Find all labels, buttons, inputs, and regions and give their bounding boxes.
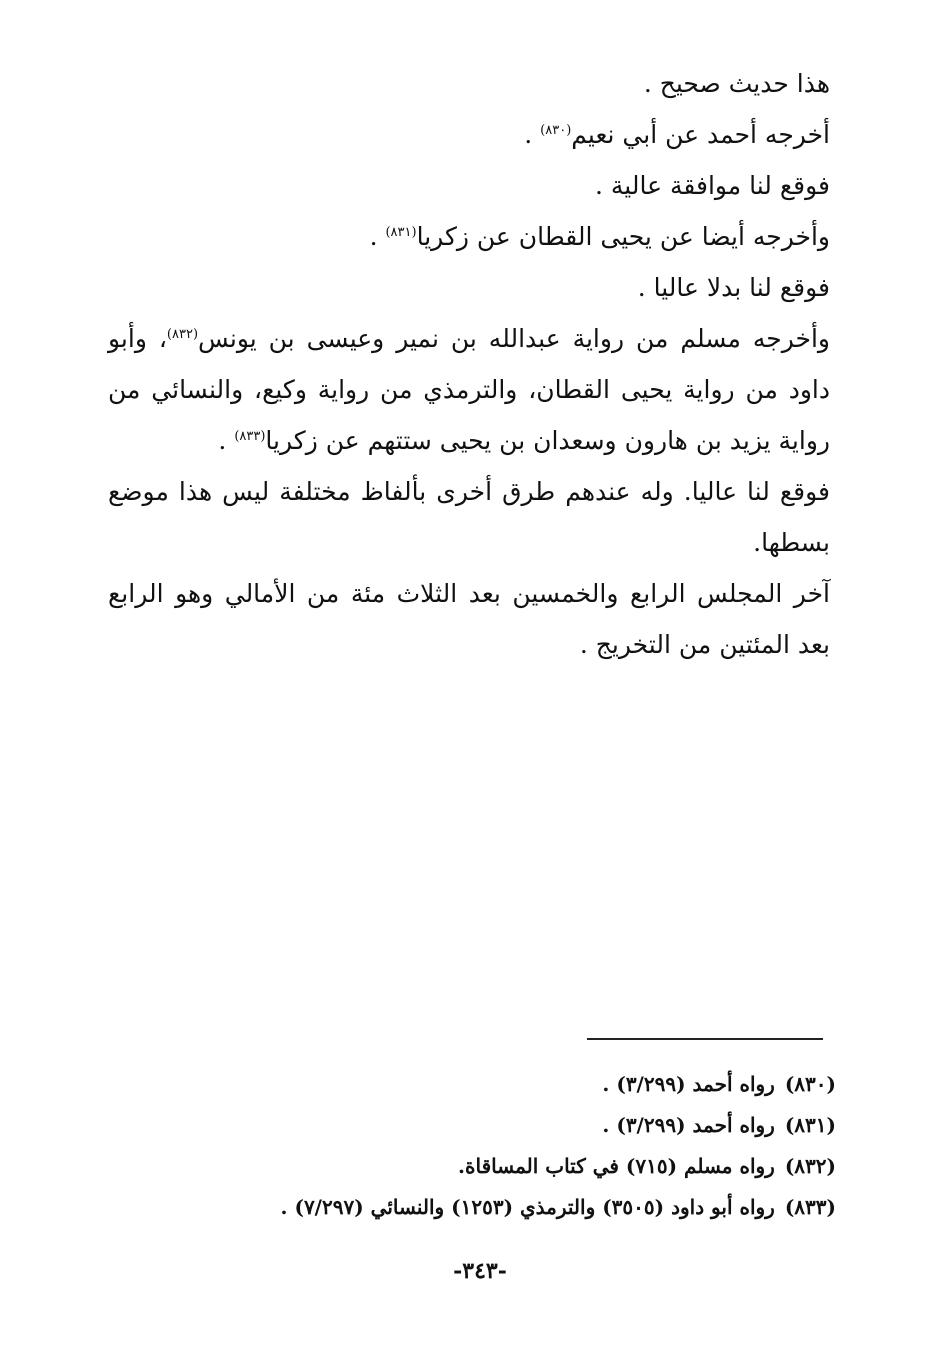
paragraph-text: فوقع لنا عاليا. وله عندهم طرق أخرى بألفاظ مختلفة ليس هذا موضع بسطها.	[108, 477, 830, 557]
paragraph-text: أخرجه أحمد عن أبي نعيم	[571, 120, 830, 149]
paragraph-text: فوقع لنا بدلا عاليا .	[637, 273, 830, 302]
footnote-number: (٨٣٢)	[784, 1154, 836, 1178]
footnote-separator	[587, 1038, 823, 1040]
paragraph-text: هذا حديث صحيح .	[643, 69, 830, 98]
footnote-830	[240, 1064, 836, 1105]
paragraph-3	[108, 160, 830, 211]
footnote-831	[240, 1105, 836, 1146]
footnote-number: (٨٣٠)	[784, 1072, 836, 1096]
main-text	[108, 58, 830, 670]
footnote-text: رواه أحمد (٣/٢٩٩) .	[602, 1113, 775, 1137]
paragraph-8	[108, 568, 830, 670]
footnotes	[240, 1064, 836, 1228]
paragraph-4	[108, 211, 830, 262]
footnote-reference: (٨٣١)	[385, 225, 417, 240]
footnote-text: رواه مسلم (٧١٥) في كتاب المساقاة.	[458, 1154, 775, 1178]
footnote-reference: (٨٣٢)	[166, 327, 199, 342]
paragraph-7	[108, 466, 830, 568]
paragraph-text-tail: .	[218, 426, 235, 455]
paragraph-5	[108, 262, 830, 313]
paragraph-1	[108, 58, 830, 109]
footnote-reference: (٨٣٣)	[234, 429, 266, 444]
paragraph-text-tail: .	[524, 120, 541, 149]
footnote-reference: (٨٣٠)	[540, 123, 572, 138]
page-number: -٣٤٣-	[453, 1258, 507, 1284]
paragraph-2	[108, 109, 830, 160]
paragraph-text: فوقع لنا موافقة عالية .	[595, 171, 830, 200]
paragraph-text-middle: ، وأبو داود من رواية يحيى القطان، والترمذي من رواية وكيع، والنسائي من رواية يزيد بن هارون وسعدان بن يحيى ستتهم عن زكريا	[108, 324, 830, 455]
footnote-text: رواه أحمد (٣/٢٩٩) .	[602, 1072, 775, 1096]
paragraph-text-tail: .	[369, 222, 386, 251]
footnote-text: رواه أبو داود (٣٥٠٥) والترمذي (١٢٥٣) والنسائي (٧/٢٩٧) .	[280, 1195, 775, 1219]
footnote-number: (٨٣١)	[784, 1113, 836, 1137]
paragraph-text: وأخرجه أيضا عن يحيى القطان عن زكريا	[416, 222, 830, 251]
paragraph-6	[108, 313, 830, 466]
footnote-833	[240, 1187, 836, 1228]
footnote-832	[240, 1146, 836, 1187]
footnote-number: (٨٣٣)	[784, 1195, 836, 1219]
paragraph-text: آخر المجلس الرابع والخمسين بعد الثلاث مئة من الأمالي وهو الرابع بعد المئتين من التخريج .	[108, 579, 830, 659]
paragraph-text: وأخرجه مسلم من رواية عبدالله بن نمير وعيسى بن يونس	[198, 324, 830, 353]
